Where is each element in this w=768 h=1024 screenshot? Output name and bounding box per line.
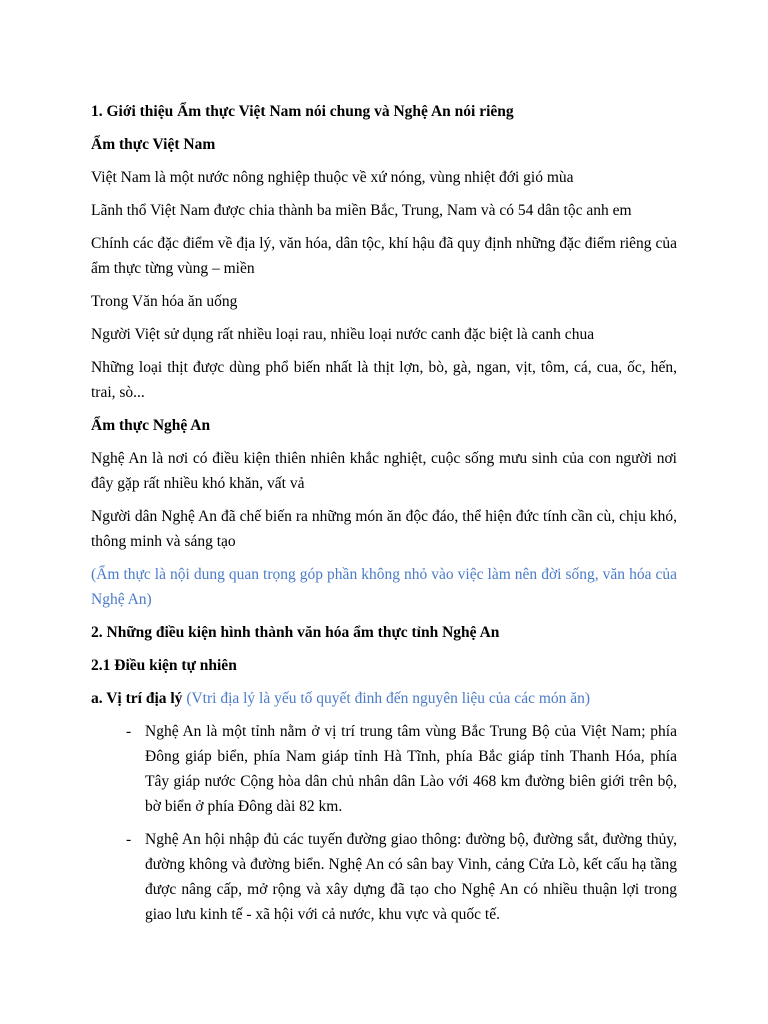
list-item-text: Nghệ An hội nhập đủ các tuyến đường giao thông: đường bộ, đường sắt, đường thủy, đường không và đường biển. Nghệ An có sân bay Vinh, cảng Cửa Lò, kết cấu hạ tầng được nâng cấp, mở rộng và xây dựng đã tạo cho Nghệ An có nhiều thuận lợi trong giao lưu kinh tế - xã hội với cả nước, khu vực và quốc tế. (145, 831, 677, 923)
paragraph: Chính các đặc điểm về địa lý, văn hóa, dân tộc, khí hậu đã quy định những đặc điểm riêng của ẩm thực từng vùng – miền (91, 235, 677, 277)
bullet-list (91, 719, 677, 927)
geographic-location-label: a. Vị trí địa lý (91, 690, 183, 707)
paragraph: Người Việt sử dụng rất nhiều loại rau, nhiều loại nước canh đặc biệt là canh chua (91, 326, 595, 343)
paragraph: Việt Nam là một nước nông nghiệp thuộc về xứ nóng, vùng nhiệt đới gió mùa (91, 169, 574, 186)
paragraph: Người dân Nghệ An đã chế biến ra những món ăn độc đáo, thể hiện đức tính cần cù, chịu khó, thông minh và sáng tạo (91, 508, 677, 550)
subheading-natural-conditions: 2.1 Điều kiện tự nhiên (91, 657, 237, 674)
section-1-heading: 1. Giới thiệu Ẩm thực Việt Nam nói chung và Nghệ An nói riêng (91, 103, 514, 120)
paragraph: Nghệ An là nơi có điều kiện thiên nhiên khắc nghiệt, cuộc sống mưu sinh của con người nơi đây gặp rất nhiều khó khăn, vất vả (91, 450, 677, 492)
paragraph: Những loại thịt được dùng phổ biến nhất là thịt lợn, bò, gà, ngan, vịt, tôm, cá, cua, ốc, hến, trai, sò... (91, 359, 677, 401)
paragraph: Lãnh thổ Việt Nam được chia thành ba miền Bắc, Trung, Nam và có 54 dân tộc anh em (91, 202, 632, 219)
subheading-geographic-location (91, 686, 677, 711)
subheading-nghean-cuisine: Ẩm thực Nghệ An (91, 417, 211, 434)
list-item (91, 719, 677, 819)
list-item-text: Nghệ An là một tỉnh nằm ở vị trí trung tâm vùng Bắc Trung Bộ của Việt Nam; phía Đông giáp biển, phía Nam giáp tỉnh Hà Tĩnh, phía Bắc giáp tỉnh Thanh Hóa, phía Tây giáp nước Cộng hòa dân chủ nhân dân Lào với 468 km đường biên giới trên bộ, bờ biển ở phía Đông dài 82 km. (145, 723, 677, 815)
list-item (91, 827, 677, 927)
paragraph: Trong Văn hóa ăn uống (91, 293, 238, 310)
dash-bullet: - (126, 723, 132, 740)
section-2-heading: 2. Những điều kiện hình thành văn hóa ẩm thực tỉnh Nghệ An (91, 624, 500, 641)
dash-bullet: - (126, 831, 132, 848)
subheading-vietnam-cuisine: Ẩm thực Việt Nam (91, 136, 216, 153)
geographic-location-note: (Vtri địa lý là yếu tố quyết đinh đến nguyên liệu của các món ăn) (186, 690, 591, 707)
note-paragraph: (Ẩm thực là nội dung quan trọng góp phần không nhỏ vào việc làm nên đời sống, văn hóa của Nghệ An) (91, 566, 677, 608)
